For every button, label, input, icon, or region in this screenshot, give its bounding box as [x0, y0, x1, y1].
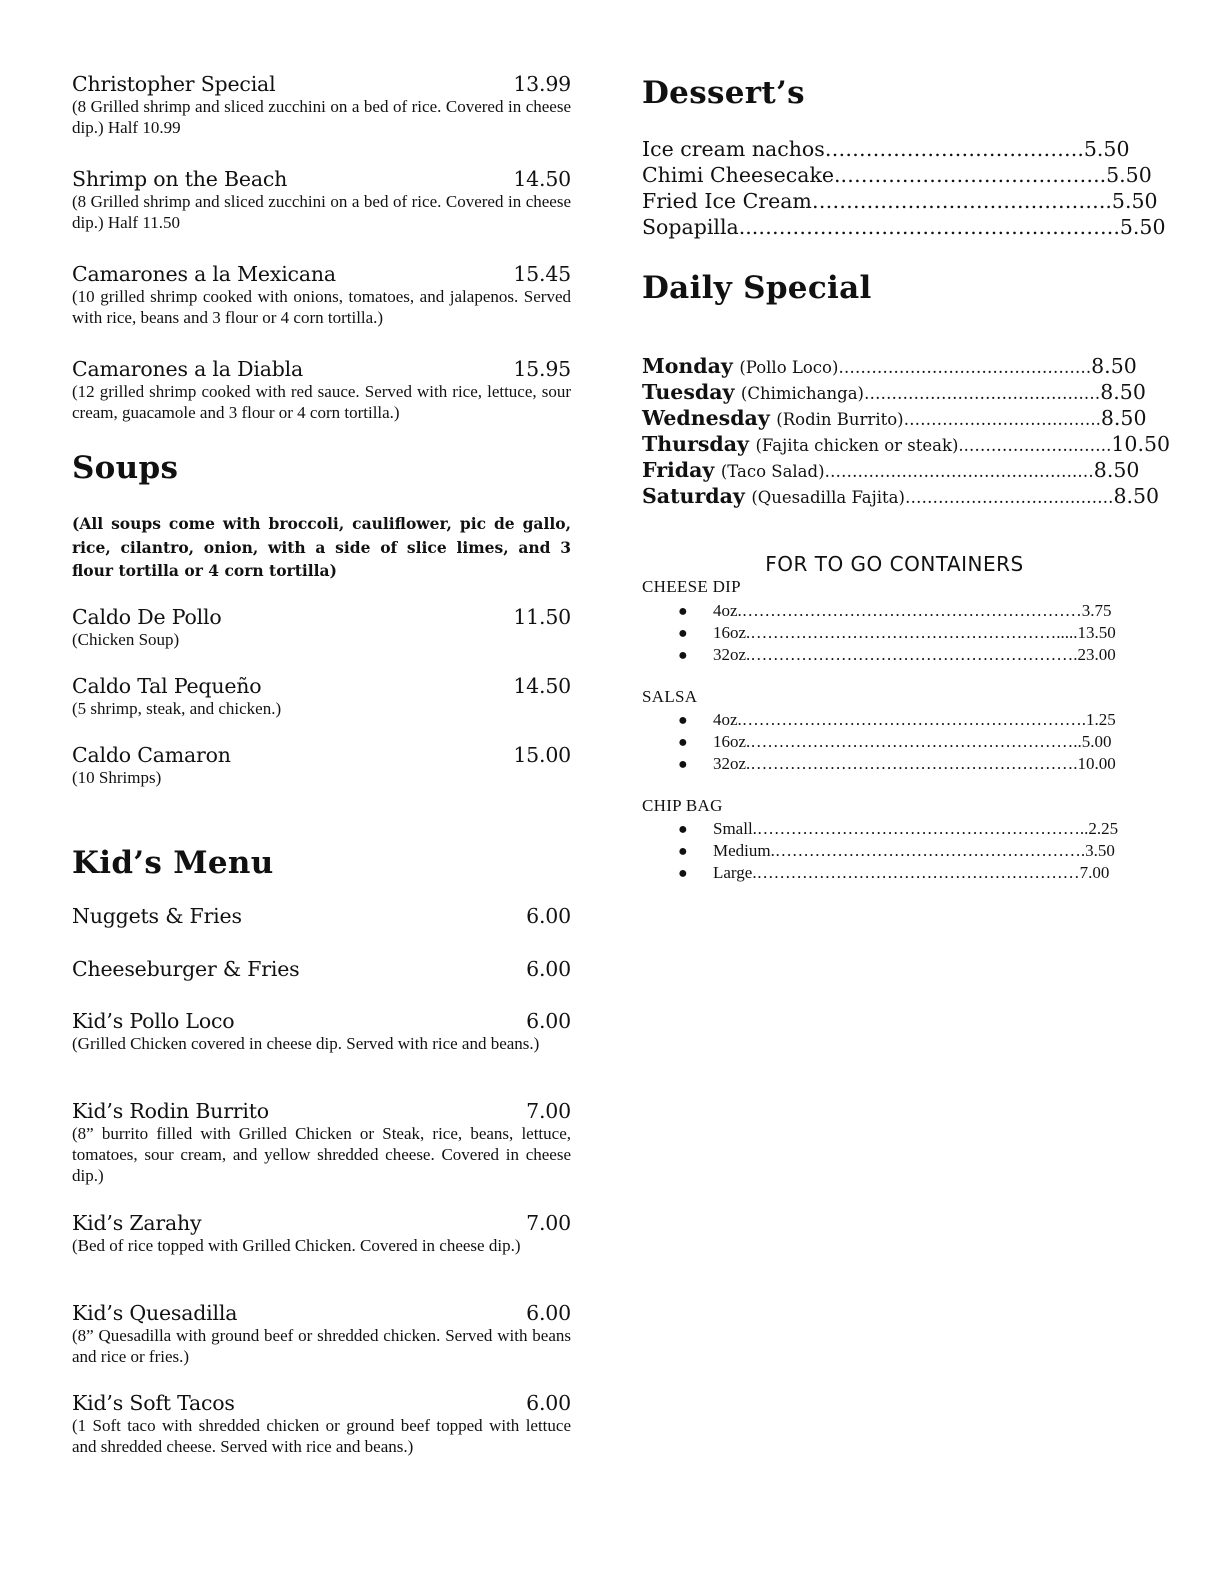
daily-row	[642, 353, 1137, 381]
item-name: Kid’s Rodin Burrito	[72, 1099, 269, 1123]
daily-row	[642, 483, 1160, 511]
day-name: Wednesday	[642, 406, 770, 430]
daily-row	[642, 457, 1140, 485]
togo-price: 23.00	[1077, 645, 1116, 664]
togo-size: 16oz.	[713, 732, 751, 751]
day-name: Monday	[642, 354, 733, 378]
leader-dots: ………………………………………………….	[750, 645, 1078, 664]
item-description: (10 grilled shrimp cooked with onions, tomatoes, and jalapenos. Served with rice, beans and 3 flour or 4 corn tortilla.)	[72, 287, 571, 327]
day-name: Thursday	[642, 432, 749, 456]
leader-dots: …………………………………………………..	[756, 819, 1089, 838]
menu-item	[72, 1391, 571, 1457]
dessert-row	[642, 214, 1166, 240]
item-description: (Bed of rice topped with Grilled Chicken. Covered in cheese dip.)	[72, 1236, 521, 1255]
menu-item	[72, 1301, 571, 1367]
item-name: Kid’s Pollo Loco	[72, 1009, 235, 1033]
togo-size: 32oz.	[713, 645, 751, 664]
item-price: 7.00	[526, 1211, 571, 1235]
daily-price: 8.50	[1093, 458, 1140, 482]
menu-item	[72, 1099, 571, 1186]
dessert-name: Chimi Cheesecake	[642, 163, 835, 187]
item-name: Kid’s Soft Tacos	[72, 1391, 235, 1415]
item-description: (Grilled Chicken covered in cheese dip. Served with rice and beans.)	[72, 1034, 540, 1053]
togo-row	[678, 840, 1115, 863]
dessert-price: 5.50	[1111, 189, 1158, 213]
leader-dots: …………………………………………………..	[750, 732, 1082, 751]
item-description: (8 Grilled shrimp and sliced zucchini on a bed of rice. Covered in cheese dip.) Half 10.99	[72, 97, 571, 137]
item-price: 6.00	[526, 1301, 571, 1325]
togo-group-label: CHEESE DIP	[642, 577, 741, 596]
daily-row	[642, 379, 1146, 407]
bullet-icon: ●	[678, 756, 688, 773]
togo-group-label: CHIP BAG	[642, 796, 723, 815]
bullet-icon: ●	[678, 712, 688, 729]
item-name: Caldo Camaron	[72, 743, 231, 767]
item-name: Kid’s Zarahy	[72, 1211, 202, 1235]
kids-menu-heading: Kid’s Menu	[72, 845, 274, 881]
leader-dots: ……………………………………………………	[741, 601, 1082, 620]
menu-item	[72, 72, 571, 138]
daily-dish: (Fajita chicken or steak)	[755, 436, 959, 455]
leader-dots: ……………………….……..	[903, 410, 1101, 429]
leader-dots: ...……………………………………………..	[738, 215, 1120, 239]
daily-dish: (Rodin Burrito)	[776, 410, 904, 429]
menu-item	[72, 605, 571, 650]
item-price: 14.50	[513, 674, 571, 698]
daily-row	[642, 431, 1171, 459]
item-description: (Chicken Soup)	[72, 630, 180, 649]
item-description: (8” burrito filled with Grilled Chicken or Steak, rice, beans, lettuce, tomatoes, sour cream, and yellow shredded cheese. Covered in cheese dip.)	[72, 1124, 571, 1185]
togo-size: 4oz.	[713, 601, 742, 620]
leader-dots: ………………………………….…	[863, 384, 1101, 403]
item-name: Nuggets & Fries	[72, 904, 242, 928]
togo-row	[678, 731, 1112, 754]
item-price: 6.00	[526, 957, 571, 981]
item-price: 15.95	[513, 357, 571, 381]
item-description: (1 Soft taco with shredded chicken or ground beef topped with lettuce and shredded cheese. Served with rice and beans.)	[72, 1416, 571, 1456]
soups-note	[72, 512, 571, 583]
togo-row	[678, 753, 1116, 776]
leader-dots: ………………………….…….	[904, 488, 1114, 507]
item-description: (12 grilled shrimp cooked with red sauce. Served with rice, lettuce, sour cream, guacamole and 3 flour or 4 corn tortilla.)	[72, 382, 571, 422]
bullet-icon: ●	[678, 821, 688, 838]
dessert-name: Ice cream nachos	[642, 137, 825, 161]
togo-row	[678, 644, 1116, 667]
item-name: Camarones a la Diabla	[72, 357, 304, 381]
menu-item	[72, 357, 571, 423]
item-price: 15.00	[513, 743, 571, 767]
togo-size: Small.	[713, 819, 757, 838]
togo-size: 4oz.	[713, 710, 742, 729]
togo-price: 1.25	[1086, 710, 1116, 729]
menu-item	[72, 262, 571, 328]
togo-size: 32oz.	[713, 754, 751, 773]
leader-dots: ……………………………………..	[811, 189, 1112, 213]
menu-item	[72, 957, 571, 981]
item-price: 7.00	[526, 1099, 571, 1123]
item-name: Christopher Special	[72, 72, 276, 96]
daily-price: 8.50	[1100, 380, 1146, 404]
leader-dots: ..………………………………..	[834, 163, 1107, 187]
leader-dots: …………………………………………………	[756, 863, 1080, 882]
bullet-icon: ●	[678, 647, 688, 664]
leader-dots: ……………………………………………….	[774, 841, 1086, 860]
daily-price: 8.50	[1113, 484, 1160, 508]
daily-price: 10.50	[1111, 432, 1171, 456]
dessert-row	[642, 136, 1141, 162]
daily-dish: (Quesadilla Fajita)	[751, 488, 905, 507]
menu-item	[72, 167, 571, 233]
togo-row	[678, 818, 1118, 841]
item-price: 6.00	[526, 904, 571, 928]
item-name: Cheeseburger & Fries	[72, 957, 300, 981]
dessert-name: Fried Ice Cream	[642, 189, 812, 213]
day-name: Saturday	[642, 484, 745, 508]
togo-price: 2.25	[1088, 819, 1119, 838]
item-price: 6.00	[526, 1009, 571, 1033]
item-price: 14.50	[513, 167, 571, 191]
daily-special-heading: Daily Special	[642, 270, 872, 306]
togo-row	[678, 600, 1112, 623]
item-price: 13.99	[513, 72, 571, 96]
soups-heading: Soups	[72, 450, 179, 486]
item-price: 11.50	[513, 605, 571, 629]
leader-dots: ……………………………………….	[838, 358, 1092, 377]
bullet-icon: ●	[678, 625, 688, 642]
item-name: Caldo De Pollo	[72, 605, 222, 629]
togo-price: 5.00	[1081, 732, 1112, 751]
dessert-name: Sopapilla	[642, 215, 739, 239]
togo-row	[678, 862, 1109, 885]
item-description: (10 Shrimps)	[72, 768, 162, 787]
togo-group-label: SALSA	[642, 687, 698, 706]
day-name: Friday	[642, 458, 715, 482]
leader-dots: ………………………………..	[824, 137, 1084, 161]
togo-price: 3.75	[1081, 601, 1112, 620]
leader-dots: ……………………………………………….....	[750, 623, 1078, 642]
menu-item	[72, 674, 571, 719]
menu-item	[72, 743, 571, 788]
menu-item	[72, 1009, 571, 1054]
togo-price: 13.50	[1077, 623, 1116, 642]
item-description: (8” Quesadilla with ground beef or shredded chicken. Served with beans and rice or fries.)	[72, 1326, 571, 1366]
togo-size: Large.	[713, 863, 757, 882]
togo-row	[678, 622, 1116, 645]
dessert-price: 5.50	[1083, 137, 1130, 161]
dessert-price: 5.50	[1106, 163, 1152, 187]
desserts-heading: Dessert’s	[642, 75, 805, 111]
dessert-row	[642, 162, 1152, 188]
daily-price: 8.50	[1091, 354, 1137, 378]
item-description: (8 Grilled shrimp and sliced zucchini on a bed of rice. Covered in cheese dip.) Half 11.50	[72, 192, 571, 232]
togo-size: Medium.	[713, 841, 775, 860]
to-go-heading: FOR TO GO CONTAINERS	[765, 552, 1024, 576]
leader-dots: ..……………….…….	[958, 436, 1112, 455]
bullet-icon: ●	[678, 734, 688, 751]
daily-row	[642, 405, 1147, 433]
leader-dots: ……………………………………….…	[824, 462, 1094, 481]
item-price: 15.45	[513, 262, 571, 286]
item-name: Camarones a la Mexicana	[72, 262, 336, 286]
menu-item	[72, 1211, 571, 1256]
item-description: (5 shrimp, steak, and chicken.)	[72, 699, 282, 718]
togo-price: 10.00	[1077, 754, 1116, 773]
daily-price: 8.50	[1100, 406, 1147, 430]
togo-price: 3.50	[1085, 841, 1115, 860]
togo-price: 7.00	[1079, 863, 1110, 882]
daily-dish: (Chimichanga)	[740, 384, 864, 403]
item-name: Shrimp on the Beach	[72, 167, 288, 191]
dessert-price: 5.50	[1119, 215, 1166, 239]
item-name: Kid’s Quesadilla	[72, 1301, 238, 1325]
item-name: Caldo Tal Pequeño	[72, 674, 262, 698]
dessert-row	[642, 188, 1158, 214]
daily-dish: (Taco Salad)	[720, 462, 825, 481]
day-name: Tuesday	[642, 380, 735, 404]
bullet-icon: ●	[678, 843, 688, 860]
bullet-icon: ●	[678, 603, 688, 620]
item-price: 6.00	[526, 1391, 571, 1415]
togo-row	[678, 709, 1116, 732]
soups-note-text: (All soups come with broccoli, cauliflower, pic de gallo, rice, cilantro, onion, with a side of slice limes, and 3 flour tortilla or 4 corn tortilla)	[72, 514, 571, 580]
menu-item	[72, 904, 571, 928]
bullet-icon: ●	[678, 865, 688, 882]
leader-dots: ………………………………………………….	[750, 754, 1078, 773]
leader-dots: …………………………………………………….	[741, 710, 1087, 729]
togo-size: 16oz.	[713, 623, 751, 642]
daily-dish: (Pollo Loco)	[739, 358, 839, 377]
